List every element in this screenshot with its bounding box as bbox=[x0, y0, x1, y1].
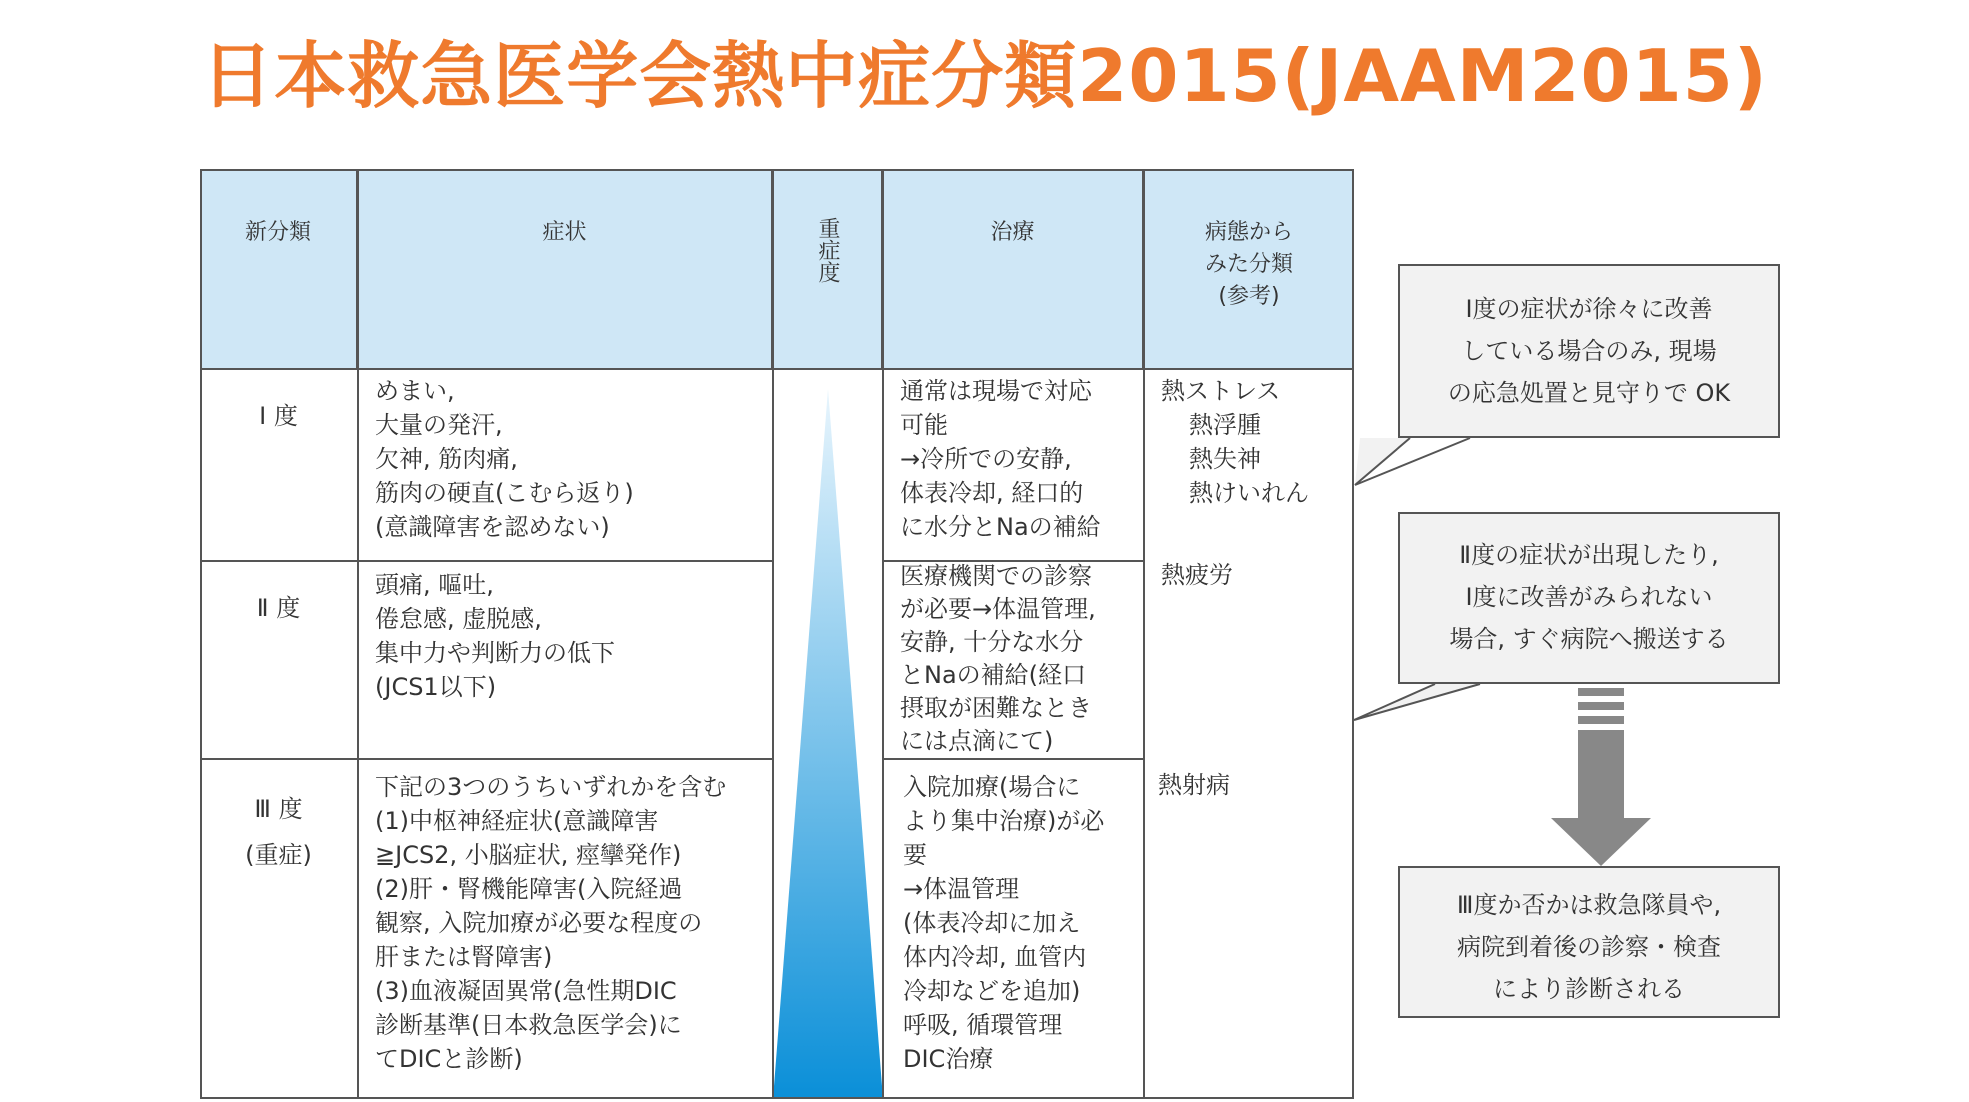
col-divider-1 bbox=[357, 169, 359, 1099]
pathology-heat-stroke: 熱射病 bbox=[1158, 771, 1230, 799]
callout-grade-1 bbox=[1398, 264, 1780, 438]
callout-grade-2 bbox=[1398, 512, 1780, 684]
grade-3-treatment: 入院加療(場合に より集中治療)が必 要 →体温管理 (体表冷却に加え 体内冷却, 血管内 冷却などを追加) 呼吸, 循環管理 DIC治療 bbox=[903, 773, 1105, 1073]
callout-grade-2-text: Ⅱ度の症状が出現したり, Ⅰ度に改善がみられない 場合, すぐ病院へ搬送する bbox=[1449, 541, 1729, 653]
header-pathology: 病態から みた分類 (参考) bbox=[1144, 169, 1354, 368]
col-divider-3 bbox=[882, 169, 884, 1099]
grade-1-treatment: 通常は現場で対応 可能 →冷所での安静, 体表冷却, 経口的 に水分とNaの補給 bbox=[900, 377, 1101, 541]
header-classification: 新分類 bbox=[200, 169, 358, 368]
header-severity: 重症度 bbox=[773, 169, 883, 368]
grade-3-label: Ⅲ 度 bbox=[254, 795, 303, 823]
table-border-left bbox=[200, 169, 202, 1099]
page-title: 日本救急医学会熱中症分類2015(JAAM2015) bbox=[201, 34, 1768, 118]
pathology-heat-stress-items: 熱浮腫 熱失神 熱けいれん bbox=[1189, 411, 1309, 507]
severity-gradient-bar bbox=[773, 389, 883, 1099]
callout-grade-3 bbox=[1398, 866, 1780, 1018]
col-divider-4 bbox=[1143, 169, 1145, 1099]
grade-2-symptoms: 頭痛, 嘔吐, 倦怠感, 虚脱感, 集中力や判断力の低下 (JCS1以下) bbox=[375, 571, 615, 701]
table-border-right bbox=[1352, 169, 1354, 1099]
table-border-top bbox=[200, 169, 1354, 171]
row-divider-2 bbox=[200, 758, 773, 760]
pathology-heat-exhaustion: 熱疲労 bbox=[1161, 561, 1233, 589]
row-divider-1 bbox=[200, 560, 773, 562]
callout-grade-1-text: Ⅰ度の症状が徐々に改善 している場合のみ, 現場 の応急処置と見守りで OK bbox=[1447, 295, 1731, 407]
header-treatment: 治療 bbox=[883, 169, 1144, 368]
callout-grade-3-text: Ⅲ度か否かは救急隊員や, 病院到着後の診察・検査 により診断される bbox=[1456, 891, 1722, 1003]
grade-3-sublabel: (重症) bbox=[245, 841, 312, 869]
table-border-bottom bbox=[200, 1097, 1354, 1099]
down-arrow bbox=[1551, 688, 1651, 866]
grade-2-treatment: 医療機関での診察 が必要→体温管理, 安静, 十分な水分 とNaの補給(経口 摂取が困難なとき には点滴にて) bbox=[900, 562, 1096, 755]
grade-1-symptoms: めまい, 大量の発汗, 欠神, 筋肉痛, 筋肉の硬直(こむら返り) (意識障害を認めない) bbox=[375, 377, 634, 541]
row-divider-2b bbox=[883, 758, 1144, 760]
header-symptoms: 症状 bbox=[358, 169, 773, 368]
pathology-heat-stress: 熱ストレス bbox=[1161, 377, 1281, 405]
grade-1-label: Ⅰ 度 bbox=[259, 402, 298, 430]
grade-2-label: Ⅱ 度 bbox=[256, 594, 301, 622]
grade-3-symptoms: 下記の3つのうちいずれかを含む (1)中枢神経症状(意識障害 ≧JCS2, 小脳症状, 痙攣発作) (2)肝・腎機能障害(入院経過 観察, 入院加療が必要な程度の 肝または腎障害) (3)血液凝固異常(急性期DIC 診断基準(日本救急医学会)に てDICと診断) bbox=[375, 773, 727, 1073]
table-border-header bbox=[200, 368, 1354, 370]
